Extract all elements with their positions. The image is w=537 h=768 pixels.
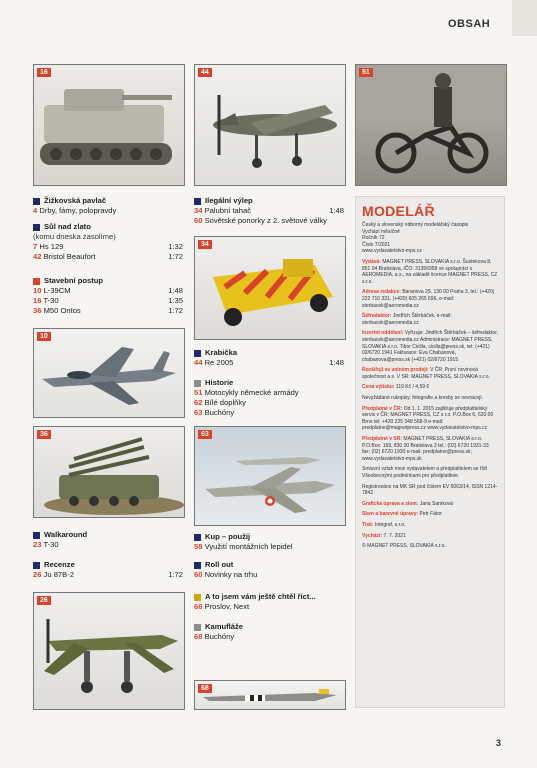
bullet-square-icon [194,594,201,601]
toc-entry[interactable]: 16 T-30 1:35 [33,296,183,305]
bullet-square-icon [194,534,201,541]
imprint-block: Předplatné v SR: MAGNET PRESS, SLOVAKIA s.r.o. P.O.Box: 169, 830 00 Bratislava 3 tel.: (02) 6720 1931-33 fax: (02) 6720 1930 e-mail: predplatne@press.sk; www.vydavatelstvo-mps.sk [362,436,489,462]
imprint-block: Rozšiřují ve volném prodeji: V ČR: První novinová společnost a.s. V SR: MAGNET PRESS, SLOVAKIA s.r.o. [362,367,490,380]
image-number-badge: 36 [37,430,51,439]
image-l39cm [33,328,185,418]
toc-section-walkaround [33,530,183,550]
bullet-square-icon [33,278,40,285]
page-number: 3 [496,738,502,748]
toc-entry[interactable]: 51 Motocykly německé armády [194,388,299,397]
image-number-badge: 34 [198,240,212,249]
toc-entry[interactable]: 4 Drby, fámy, polopravdy [33,206,117,215]
imprint-line: Číslo 7/2021 [362,241,391,248]
toc-entry[interactable]: 42 Bristol Beaufort 1:72 [33,252,183,261]
bullet-square-icon [33,224,40,231]
toc-section-stavebni-postup [33,276,183,316]
bullet-square-icon [33,562,40,569]
imprint-block: Adresa redakce: Baranova 29, 130 00 Praha 3, tel.: (+420) 222 710 331, (+420) 605 265 696, e-mail: sterbacek@aeromedia.cz [362,289,495,309]
toc-section-kamuflaze [194,622,344,642]
toc-section-recenze [33,560,183,580]
toc-entry[interactable]: 26 Ju 87B-2 1:72 [33,570,183,579]
section-title: Stavební postup [44,276,104,285]
image-number-badge: 26 [37,596,51,605]
toc-entry[interactable]: 63 Buchóny [194,408,235,417]
image-number-badge: 63 [198,430,212,439]
imprint-block: Tisk: Integraf, s.r.o. [362,521,406,528]
tank-illustration [34,65,184,185]
image-tank-t30 [33,64,185,186]
imprint-block: Vydává: MAGNET PRESS, SLOVAKIA s.r.o. Šustekova 8, 851 04 Bratislava, IČO: 31356958 ve spolupráci s AEROMEDIA, a.s., na základě licence MAGNET PRESS, CZ s.r.o. [362,258,498,285]
image-number-badge: 16 [37,68,51,77]
toc-entry[interactable]: 44 Re 2005 1:48 [194,358,344,367]
toc-entry[interactable]: 62 Bílé doplňky [194,398,246,407]
section-title: Kup – použij [205,532,251,541]
imprint-website[interactable]: www.vydavatelstvo-mps.cz [362,248,422,255]
toc-section-kup-pouzij [194,532,344,552]
section-title: Historie [205,378,234,387]
image-ju87 [33,592,185,710]
bullet-square-icon [194,624,201,631]
ontos-illustration [34,427,184,517]
imprint-block: Vychází: 7. 7. 2021 [362,532,406,539]
section-title: Recenze [44,560,75,569]
image-p51-profile [194,680,346,710]
imprint-line: Ročník 72 [362,235,385,242]
toc-entry[interactable]: 7 Hs 129 1:32 [33,242,183,251]
bullet-square-icon [33,532,40,539]
imprint-block: Smluvní vztah mezi vydavatelem a předplatitelem se řídí Všeobecnými podmínkami pro předplatitele. [362,466,488,479]
toc-section-zizkovska-pavlac [33,196,183,216]
toc-section-roll-out [194,560,344,580]
imprint-block: Předplatné v ČR: Od 1. 1. 2015 zajišťuje předplatitelský servis v ČR: MAGNET PRESS, CZ s.r.o. P.O.Box 6, 620 00 Brno tel: +420 225 348 568-9 e-mail: predplatne@magnetpress.cz www.vydavatelstvo-mps.cz [362,405,494,432]
jet-illustration [34,329,184,417]
section-title: A to jsem vám ještě chtěl říct... [205,592,316,601]
imprint-block: Sken a barevné úpravy: Petr Fátor [362,511,442,518]
toc-entry[interactable]: 10 L-39CM 1:48 [33,286,183,295]
image-number-badge: 68 [198,684,212,693]
toc-entry[interactable]: 60 Novinky na trhu [194,570,258,579]
motorcycle-illustration [356,65,506,185]
toc-entry[interactable]: 34 Palubní tahač 1:48 [194,206,344,215]
imprint-block: Nevyžádané rukopisy, fotografie a kresby se nevracejí. [362,395,484,402]
tractor-illustration [195,237,345,339]
buchon-illustration [195,427,345,525]
toc-entry[interactable]: 58 Využití montážních lepidel [194,542,293,551]
profile-illustration [195,681,345,709]
section-title: Žižkovská pavlač [44,196,107,205]
toc-entry[interactable]: 60 Sovětské ponorky z 2. světové války [194,216,327,225]
section-title: Krabička [205,348,238,357]
toc-section-krabicka [194,348,344,368]
imprint-block: © MAGNET PRESS, SLOVAKIA s.r.o. [362,543,446,550]
image-m50-ontos [33,426,185,518]
toc-section-sul-nad-zlato [33,222,183,262]
magazine-logo: MODELÁŘ [362,203,435,219]
image-motorcycle-photo [355,64,507,186]
section-title: Sůl nad zlato [44,222,91,231]
page-tab [512,0,537,36]
toc-entry[interactable]: 68 Buchóny [194,632,235,641]
imprint-block: Cena výtisku: 119 Kč / 4,59 € [362,384,430,391]
bullet-square-icon [194,350,201,357]
imprint-block: Registrováno na MK SR pod číslem EV 5063/14, ISSN 1214-7842 [362,483,498,497]
imprint-block: Grafická úprava a zlom: Jana Samková [362,500,453,507]
image-buchon [194,426,346,526]
section-title: Roll out [205,560,234,569]
image-re2005 [194,64,346,186]
image-number-badge: 10 [37,332,51,341]
image-deck-tractor [194,236,346,340]
imprint-panel [355,196,505,708]
toc-section-historie [194,378,344,418]
toc-entry[interactable]: 66 Proslov, Next [194,602,250,611]
toc-entry[interactable]: 23 T-30 [33,540,59,549]
imprint-line: Vychází měsíčně [362,228,400,235]
imprint-block: Inzertní oddělení: Vyřizuje: Jindřich Štěrbáček – šéfredaktor, sterbacek@aeromedia.cz Administrace: MAGNET PRESS, SLOVAKIA s.r.o. Tibor Cicilla, cicilla@press.sk, tel: (+421) 02/6720 1941 Fakturace: Eva Chabanová, chabanova@press.sk (+421) 02/6720 1915 [362,330,498,363]
toc-entry[interactable]: 36 M50 Ontos 1:72 [33,306,183,315]
bullet-square-icon [194,562,201,569]
toc-section-ilegalni-vylep [194,196,344,226]
stuka-illustration [34,593,184,709]
image-number-badge: 44 [198,68,212,77]
section-title: Ilegální výlep [205,196,253,205]
page-title: OBSAH [448,18,491,30]
image-number-badge: 51 [359,68,373,77]
imprint-line: Český a slovenský odborný modelářský časopis [362,222,469,228]
bullet-square-icon [33,198,40,205]
bullet-square-icon [194,380,201,387]
imprint-block: Šéfredaktor: Jindřich Štěrbáček, e-mail: sterbacek@aeromedia.cz [362,313,452,326]
section-title: Walkaround [44,530,88,539]
section-title: Kamufláže [205,622,243,631]
aircraft-illustration [195,65,345,185]
bullet-square-icon [194,198,201,205]
section-subtitle: (komu dneska zasolíme) [33,232,116,241]
toc-section-a-to-jsem [194,592,344,612]
